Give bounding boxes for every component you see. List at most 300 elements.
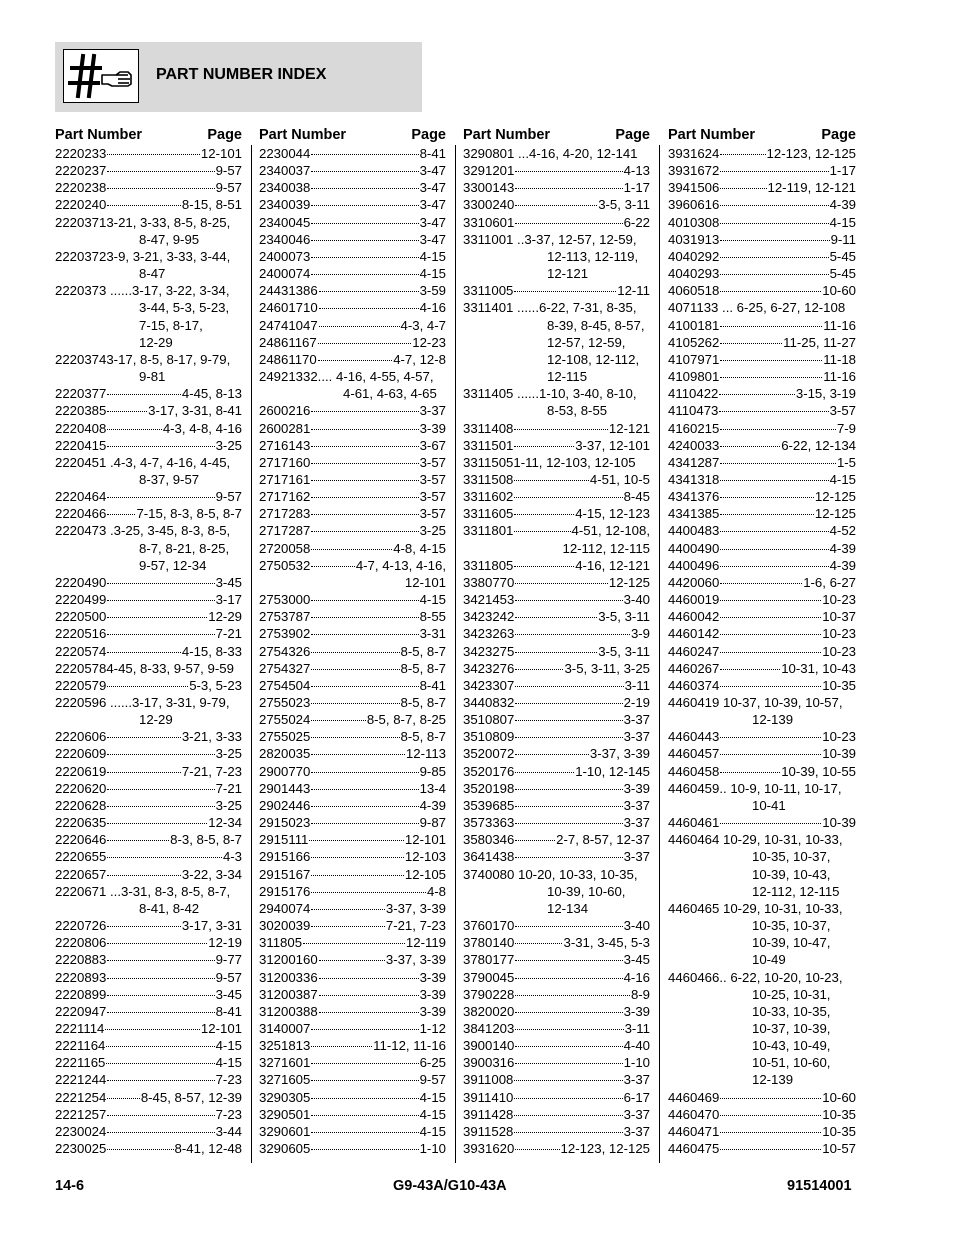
part-number: 4460461 — [668, 815, 720, 831]
list-item — [259, 711, 446, 728]
dot-leader — [107, 583, 214, 584]
page-reference: 12-103 — [404, 849, 446, 865]
page-reference: 7-9 — [836, 420, 856, 436]
dot-leader — [311, 1115, 418, 1116]
page-reference: 3-57 — [419, 506, 446, 522]
page-reference: 9-57 — [215, 969, 242, 985]
dot-leader — [719, 394, 795, 395]
dot-leader — [515, 600, 622, 601]
part-number: 3311005 — [463, 283, 514, 299]
list-item — [463, 299, 650, 316]
list-item — [55, 1140, 242, 1157]
list-item — [55, 660, 242, 677]
list-item — [55, 282, 242, 299]
page-reference: 5-45 — [829, 266, 856, 282]
page-reference: 2-7, 8-57, 12-37 — [556, 832, 650, 848]
page-reference: 3-9 — [630, 626, 650, 642]
part-number: 2820035 — [259, 746, 311, 762]
page-reference: 3-59 — [419, 283, 446, 299]
list-item — [463, 179, 650, 196]
list-item — [259, 282, 446, 299]
list-item — [668, 728, 856, 745]
dot-leader — [107, 205, 181, 206]
page-reference: 3-37 — [623, 849, 650, 865]
dot-leader — [515, 720, 622, 721]
dot-leader — [720, 514, 814, 515]
page-reference: 12-119 — [405, 935, 446, 951]
list-item-continuation: 12-115 — [547, 369, 588, 385]
dot-leader — [720, 205, 828, 206]
list-item-continuation: 7-15, 8-17, — [139, 317, 203, 333]
page-reference: 4-16 — [419, 300, 446, 316]
list-item-continuation: 8-39, 8-45, 8-57, — [547, 317, 645, 333]
dot-leader — [515, 617, 597, 618]
dot-leader — [311, 857, 404, 858]
page-reference: 12-125 — [608, 574, 650, 590]
page-reference: 4-39 — [829, 540, 856, 556]
page-reference: 9-87 — [419, 815, 446, 831]
page-reference: 6-22, 12-134 — [781, 437, 856, 453]
part-number: 2220671 ...3-31, 8-3, 8-5, 8-7, — [55, 883, 231, 899]
dot-leader — [107, 875, 181, 876]
page-reference: 10-39, 10-55 — [781, 763, 856, 779]
list-item — [463, 745, 650, 762]
list-item-continuation: 12-57, 12-59, — [547, 334, 626, 350]
page-reference: 1-6, 6-27 — [803, 574, 856, 590]
list-item — [463, 1089, 650, 1106]
dot-leader — [303, 943, 405, 944]
part-number: 2220490 — [55, 574, 107, 590]
list-item — [668, 694, 856, 711]
list-item — [55, 1123, 242, 1140]
page-reference: 11-16 — [823, 369, 856, 385]
part-number: 3423307 — [463, 677, 515, 693]
list-item — [463, 591, 650, 608]
part-number: 311805 — [259, 935, 303, 951]
part-number: 4010308 — [668, 214, 720, 230]
list-item — [668, 420, 856, 437]
list-item — [259, 848, 446, 865]
part-number: 2220806 — [55, 935, 107, 951]
part-number: 3311408 — [463, 420, 514, 436]
dot-leader — [319, 978, 419, 979]
dot-leader — [720, 566, 828, 567]
part-number: 3960616 — [668, 197, 720, 213]
dot-leader — [319, 995, 419, 996]
page-reference: 10-23 — [822, 643, 856, 659]
list-item — [668, 557, 856, 574]
dot-leader — [311, 1080, 418, 1081]
part-number: 3931624 — [668, 146, 720, 161]
page-reference: 10-60 — [822, 1089, 856, 1105]
part-number: 4341376 — [668, 489, 720, 505]
part-number: 3911528 — [463, 1123, 514, 1139]
list-item — [668, 214, 856, 231]
page-reference: 7-23 — [215, 1106, 242, 1122]
dot-leader — [515, 703, 622, 704]
dot-leader — [311, 806, 418, 807]
dot-leader — [311, 223, 418, 224]
part-number: 24861167 — [259, 334, 317, 350]
page-reference: 8-5, 8-7 — [400, 643, 446, 659]
dot-leader — [319, 326, 400, 327]
page-reference: 12-105 — [404, 866, 446, 882]
dot-leader — [515, 926, 622, 927]
list-item — [463, 557, 650, 574]
dot-leader — [107, 514, 135, 515]
list-item — [55, 1089, 242, 1106]
part-number: 2717161 — [259, 471, 311, 487]
part-number: 3931672 — [668, 163, 720, 179]
part-number: 2750532 — [259, 557, 311, 573]
page-reference: 3-39 — [419, 969, 446, 985]
part-number: 4071133 ... 6-25, 6-27, 12-108 — [668, 300, 846, 316]
part-number: 4460475 — [668, 1141, 720, 1157]
part-number: 2717162 — [259, 489, 311, 505]
list-item — [55, 248, 242, 265]
part-number: 2754326 — [259, 643, 311, 659]
page-header: Page — [207, 126, 242, 143]
list-item — [668, 591, 856, 608]
page-reference: 7-23 — [215, 1072, 242, 1088]
dot-leader — [515, 686, 623, 687]
part-number: 2220635 — [55, 815, 107, 831]
page-reference: 3-47 — [419, 180, 446, 196]
page-reference: 12-101 — [200, 146, 242, 161]
dot-leader — [107, 995, 214, 996]
page-reference: 3-31 — [419, 626, 446, 642]
page-reference: 4-16, 12-121 — [575, 557, 650, 573]
page-reference: 11-18 — [823, 351, 856, 367]
part-number: 4460465 10-29, 10-31, 10-33, — [668, 900, 843, 916]
page-reference: 8-5, 8-7 — [400, 695, 446, 710]
part-number: 4105262 — [668, 334, 720, 350]
page-reference: 4-39 — [829, 197, 856, 213]
list-item — [259, 625, 446, 642]
part-number: 31200388 — [259, 1003, 318, 1019]
list-item — [463, 951, 650, 968]
part-number: 22203723-9, 3-21, 3-33, 3-44, — [55, 248, 231, 264]
part-number-header: Part Number — [259, 126, 347, 143]
list-item — [55, 385, 242, 402]
page-reference: 12-34 — [208, 815, 242, 831]
part-number: 2716143 — [259, 437, 311, 453]
part-number: 3780140 — [463, 935, 515, 951]
dot-leader — [720, 686, 821, 687]
dot-leader — [311, 1063, 418, 1064]
part-number: 2230024 — [55, 1123, 107, 1139]
list-item — [463, 1106, 650, 1123]
part-number: 3760170 — [463, 918, 515, 934]
page-reference: 1-12 — [419, 1020, 446, 1036]
dot-leader — [107, 1115, 214, 1116]
list-item-continuation: 12-29 — [139, 712, 173, 728]
list-item — [55, 694, 242, 711]
part-number: 2230025 — [55, 1141, 107, 1157]
page-reference: 3-11 — [624, 677, 650, 693]
part-number: 4100181 — [668, 317, 720, 333]
list-item — [668, 162, 856, 179]
page-title: PART NUMBER INDEX — [156, 66, 327, 83]
list-item — [259, 951, 446, 968]
list-item — [463, 831, 650, 848]
dot-leader — [720, 188, 766, 189]
list-item — [259, 454, 446, 471]
dot-leader — [515, 652, 597, 653]
part-number: 3271601 — [259, 1055, 311, 1071]
list-item — [259, 522, 446, 539]
list-item — [55, 866, 242, 883]
dot-leader — [720, 754, 821, 755]
dot-leader — [720, 549, 828, 550]
column-header — [55, 120, 242, 144]
dot-leader — [514, 566, 574, 567]
dot-leader — [515, 943, 562, 944]
list-item — [55, 745, 242, 762]
part-number: 2220466 — [55, 506, 107, 522]
dot-leader — [311, 772, 418, 773]
list-item — [259, 402, 446, 419]
list-item — [259, 334, 446, 351]
list-item — [668, 1140, 856, 1157]
page-reference: 9-57 — [215, 163, 242, 179]
list-item — [668, 522, 856, 539]
dot-leader — [515, 772, 574, 773]
part-number: 3311805 — [463, 557, 514, 573]
list-item-continuation: 10-35, 10-37, — [752, 849, 831, 865]
page-reference: 12-123, 12-125 — [766, 146, 856, 161]
list-item — [259, 728, 446, 745]
part-number: 3740080 10-20, 10-33, 10-35, — [463, 866, 638, 882]
list-item — [259, 797, 446, 814]
list-item — [55, 986, 242, 1003]
list-item — [463, 625, 650, 642]
list-item — [463, 454, 650, 471]
dot-leader — [720, 1132, 821, 1133]
page-reference: 3-11 — [624, 1020, 650, 1036]
part-number: 3310601 — [463, 214, 515, 230]
page-reference: 13-4 — [419, 780, 446, 796]
dot-leader — [107, 411, 147, 412]
page-reference: 4-15 — [215, 1038, 242, 1054]
list-item — [463, 471, 650, 488]
list-item — [463, 763, 650, 780]
part-number: 3311605 — [463, 506, 514, 522]
dot-leader — [311, 703, 399, 704]
page-reference: 4-15 — [215, 1055, 242, 1071]
page-reference: 8-45 — [623, 489, 650, 505]
dot-leader — [515, 583, 608, 584]
part-number: 31200336 — [259, 969, 318, 985]
page-reference: 3-25 — [215, 797, 242, 813]
part-number: 2220655 — [55, 849, 107, 865]
list-item-continuation: 8-37, 9-57 — [139, 471, 200, 487]
list-item — [259, 351, 446, 368]
part-number: 3380770 — [463, 574, 515, 590]
part-number: 2717283 — [259, 506, 311, 522]
list-item — [259, 591, 446, 608]
dot-leader — [311, 429, 418, 430]
page-reference: 4-40 — [623, 1038, 650, 1054]
list-item — [463, 1140, 650, 1157]
part-number: 2221244 — [55, 1072, 107, 1088]
page-reference: 12-113 — [405, 746, 446, 762]
part-number: 31200160 — [259, 952, 318, 968]
list-item — [668, 625, 856, 642]
page-header: Page — [411, 126, 446, 143]
part-number: 2915111 — [259, 832, 309, 848]
list-item — [668, 248, 856, 265]
part-number: 3520176 — [463, 763, 515, 779]
dot-leader — [107, 1149, 173, 1150]
part-number: 3841203 — [463, 1020, 515, 1036]
dot-leader — [311, 1132, 418, 1133]
part-number: 4460464 10-29, 10-31, 10-33, — [668, 832, 843, 848]
list-item — [259, 231, 446, 248]
list-item — [668, 540, 856, 557]
dot-leader — [311, 171, 418, 172]
list-item-continuation: 9-57, 12-34 — [139, 557, 207, 573]
list-item — [259, 814, 446, 831]
list-item — [463, 694, 650, 711]
dot-leader — [311, 909, 385, 910]
list-item — [259, 986, 446, 1003]
page-reference: 10-35 — [822, 1106, 856, 1122]
part-number: 3510809 — [463, 729, 515, 745]
page-reference: 3-45 — [215, 574, 242, 590]
page-reference: 3-37 — [623, 729, 650, 745]
dot-leader — [107, 1098, 139, 1099]
dot-leader — [514, 514, 574, 515]
dot-leader — [720, 1149, 821, 1150]
part-number: 2220233 — [55, 146, 107, 161]
dot-leader — [107, 1132, 214, 1133]
list-item — [668, 334, 856, 351]
dot-leader — [311, 154, 418, 155]
page-reference: 3-37, 3-39 — [385, 952, 446, 968]
dot-leader — [514, 291, 616, 292]
list-item — [463, 866, 650, 883]
page-reference: 4-15 — [419, 592, 446, 608]
part-number: 3291201 — [463, 163, 515, 179]
list-item-continuation: 12-108, 12-112, — [547, 351, 640, 367]
column-header — [668, 120, 856, 144]
dot-leader — [107, 617, 207, 618]
page-reference: 4-15 — [419, 1089, 446, 1105]
dot-leader — [720, 360, 822, 361]
list-item — [463, 677, 650, 694]
part-number: 24431386 — [259, 283, 318, 299]
dot-leader — [107, 686, 188, 687]
part-number: 2220408 — [55, 420, 107, 436]
column-header — [259, 120, 446, 144]
list-item — [55, 643, 242, 660]
dot-leader — [720, 446, 780, 447]
part-number: 4240033 — [668, 437, 720, 453]
page-reference: 10-35 — [822, 1123, 856, 1139]
page-reference: 3-37 — [623, 1072, 650, 1088]
part-number: 2221114 — [55, 1020, 105, 1036]
list-item — [668, 317, 856, 334]
list-item-continuation: 4-61, 4-63, 4-65 — [343, 386, 437, 402]
dot-leader — [720, 343, 782, 344]
dot-leader — [720, 429, 836, 430]
list-item — [668, 900, 856, 917]
list-item — [259, 1071, 446, 1088]
part-number: 4110473 — [668, 403, 719, 419]
page-reference: 3-5, 3-11, 3-25 — [564, 660, 650, 676]
list-item — [668, 385, 856, 402]
page-reference: 4-15 — [829, 214, 856, 230]
list-item — [259, 317, 446, 334]
part-number: 2940074 — [259, 900, 311, 916]
page-reference: 3-47 — [419, 197, 446, 213]
dot-leader — [107, 840, 169, 841]
dot-leader — [515, 188, 622, 189]
list-item — [463, 848, 650, 865]
list-item — [259, 557, 446, 574]
dot-leader — [311, 892, 426, 893]
list-item — [55, 351, 242, 368]
part-number: 4460470 — [668, 1106, 720, 1122]
page-reference: 4-39 — [829, 557, 856, 573]
part-number: 4341318 — [668, 471, 720, 487]
footer-page-number: 14-6 — [55, 1178, 85, 1194]
list-item — [668, 643, 856, 660]
dot-leader — [311, 737, 399, 738]
list-item — [463, 814, 650, 831]
page-reference: 9-57 — [215, 180, 242, 196]
list-item-continuation: 10-35, 10-37, — [752, 918, 831, 934]
page-reference: 3-25 — [215, 437, 242, 453]
page-reference: 4-7, 4-13, 4-16, — [355, 557, 446, 573]
part-number: 4460459.. 10-9, 10-11, 10-17, — [668, 780, 842, 796]
part-number: 2221254 — [55, 1089, 107, 1105]
part-number: 2220657 — [55, 866, 107, 882]
list-item — [668, 677, 856, 694]
dot-leader — [719, 411, 828, 412]
dot-leader — [319, 960, 385, 961]
list-item — [668, 574, 856, 591]
list-item — [55, 402, 242, 419]
page-reference: 8-41 — [419, 677, 446, 693]
dot-leader — [107, 652, 181, 653]
list-item — [463, 643, 650, 660]
list-item — [668, 231, 856, 248]
list-item — [55, 1054, 242, 1071]
dot-leader — [107, 737, 181, 738]
page-reference: 9-11 — [830, 231, 856, 247]
list-item — [55, 1071, 242, 1088]
part-number: 3311001 ..3-37, 12-57, 12-59, — [463, 231, 637, 247]
list-item — [463, 385, 650, 402]
part-number: 4460443 — [668, 729, 720, 745]
list-item — [668, 969, 856, 986]
list-item — [259, 540, 446, 557]
dot-leader — [720, 583, 802, 584]
list-item — [668, 437, 856, 454]
page-reference: 3-39 — [419, 1003, 446, 1019]
list-item — [55, 969, 242, 986]
dot-leader — [311, 566, 354, 567]
list-item — [259, 299, 446, 316]
list-item — [259, 677, 446, 694]
list-item-continuation: 10-41 — [752, 797, 786, 813]
part-number: 3290501 — [259, 1106, 311, 1122]
dot-leader — [720, 291, 821, 292]
part-number: 4040293 — [668, 266, 720, 282]
part-number: 3931620 — [463, 1141, 515, 1157]
